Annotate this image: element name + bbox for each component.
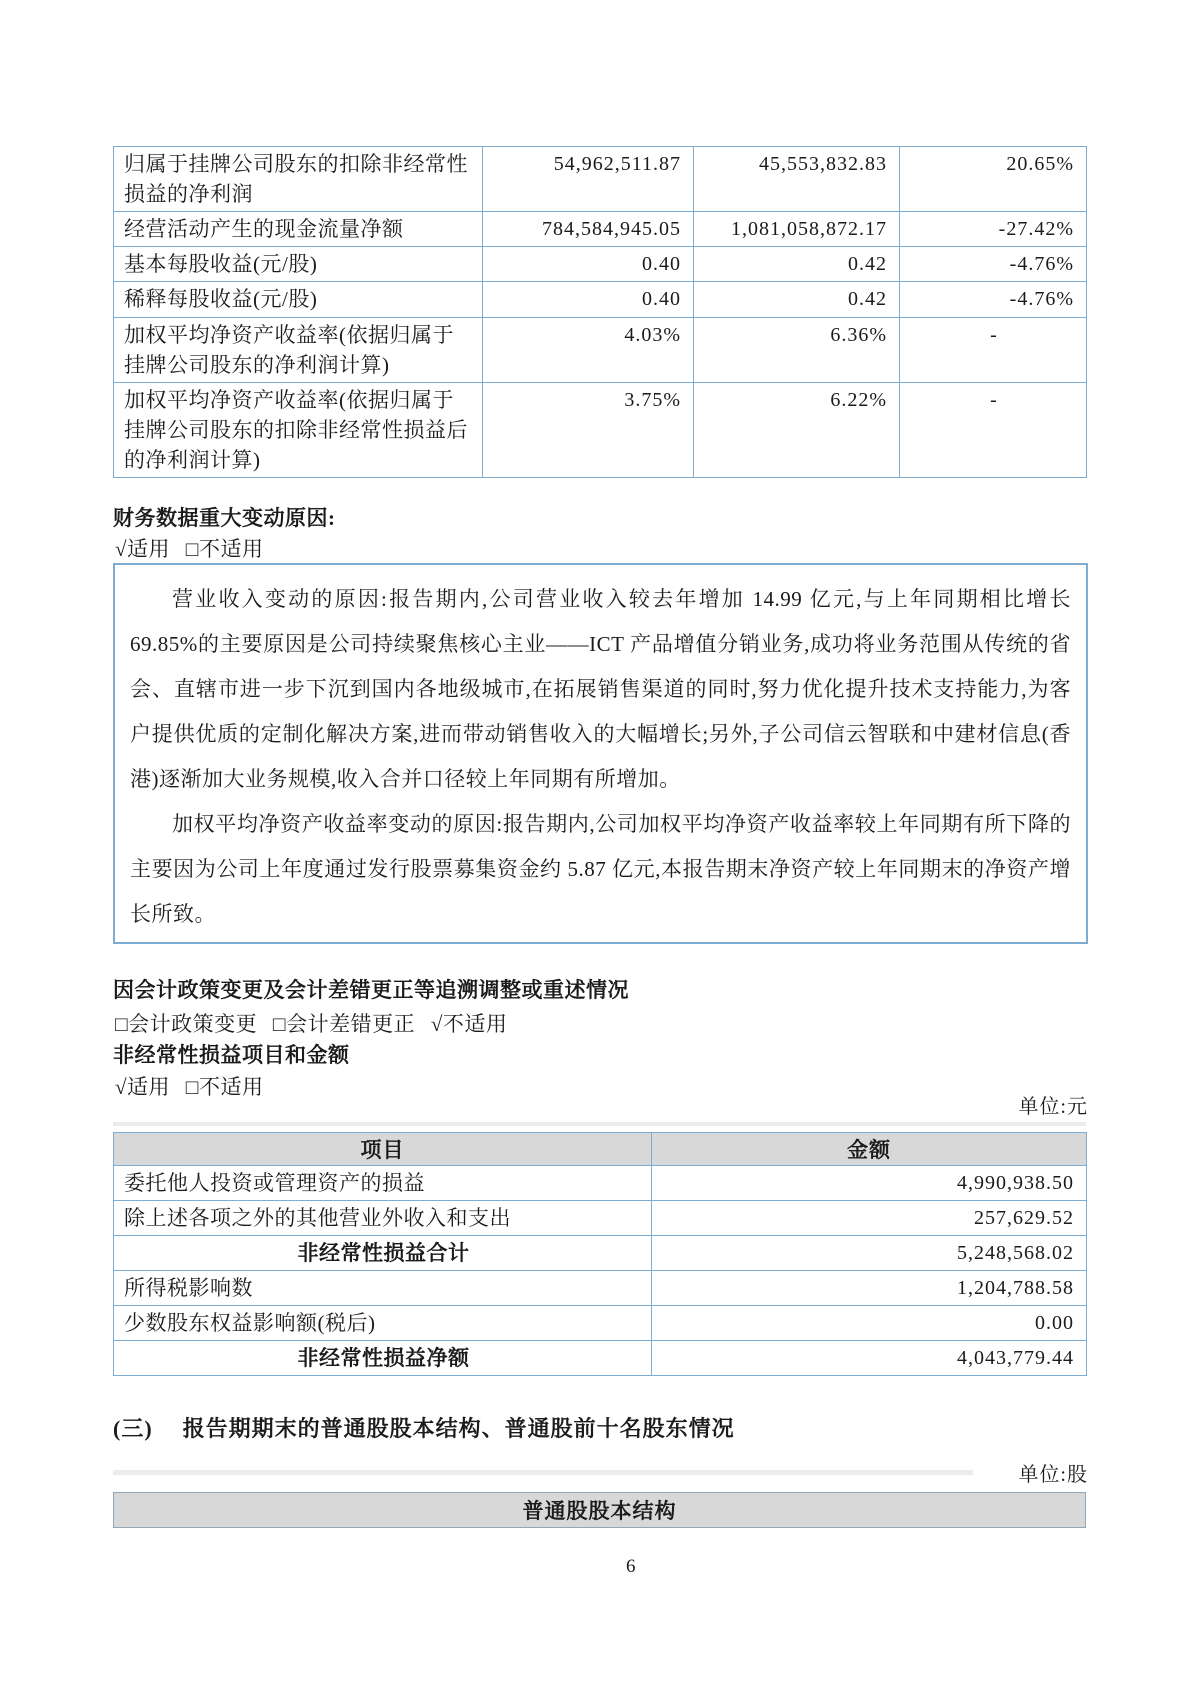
indicator-current: 54,962,511.87 [483, 147, 694, 212]
page-number: 6 [626, 1556, 636, 1577]
nonrecurring-items-table [113, 1132, 1087, 1376]
table-row [114, 1306, 1087, 1341]
indicator-current: 4.03% [483, 318, 694, 383]
section-heading-text: 报告期期末的普通股股本结构、普通股前十名股东情况 [182, 1416, 735, 1441]
share-structure-table-header [113, 1492, 1086, 1528]
applicability-line: √适用 □不适用 [115, 1075, 264, 1099]
restatement-options-line: □会计政策变更 □会计差错更正 √不适用 [115, 1012, 508, 1036]
item-amount: 5,248,568.02 [652, 1236, 1087, 1271]
item-amount: 257,629.52 [652, 1201, 1087, 1236]
section-title-restatement: 因会计政策变更及会计差错更正等追溯调整或重述情况 [113, 978, 629, 1002]
indicator-change: -4.76% [900, 282, 1087, 318]
indicator-change: -27.42% [900, 212, 1087, 247]
indicator-current: 0.40 [483, 247, 694, 282]
scan-artifact-line [113, 1122, 1086, 1126]
indicator-label: 归属于挂牌公司股东的扣除非经常性损益的净利润 [114, 147, 483, 212]
item-label: 所得税影响数 [114, 1271, 652, 1306]
reason-paragraph-revenue: 营业收入变动的原因:报告期内,公司营业收入较去年增加 14.99 亿元,与上年同期相比增长 69.85%的主要原因是公司持续聚焦核心主业——ICT 产品增值分销业务,成功将业务范围从传统的省会、直辖市进一步下沉到国内各地级城市,在拓展销售渠道的同时,努力优化提升技术支持能力,为客户提供优质的定制化解决方案,进而带动销售收入的大幅增长;另外,子公司信云智联和中建材信息(香港)逐渐加大业务规模,收入合并口径较上年同期有所增加。 [130, 587, 1071, 791]
table-row [114, 1166, 1087, 1201]
unit-label-share: 单位:股 [1018, 1464, 1088, 1486]
table-row-total [114, 1236, 1087, 1271]
table-row [114, 247, 1087, 282]
item-label: 委托他人投资或管理资产的损益 [114, 1166, 652, 1201]
scan-artifact-line [113, 1470, 973, 1475]
indicator-prior: 0.42 [694, 247, 900, 282]
table-row [114, 1201, 1087, 1236]
item-label: 少数股东权益影响额(税后) [114, 1306, 652, 1341]
table-row [114, 383, 1087, 478]
item-amount: 4,990,938.50 [652, 1166, 1087, 1201]
column-header-amount: 金额 [652, 1133, 1087, 1166]
indicator-label: 基本每股收益(元/股) [114, 247, 483, 282]
item-amount: 4,043,779.44 [652, 1341, 1087, 1376]
table-row [114, 318, 1087, 383]
indicator-current: 3.75% [483, 383, 694, 478]
table-row [114, 212, 1087, 247]
indicator-label: 加权平均净资产收益率(依据归属于挂牌公司股东的扣除非经常性损益后的净利润计算) [114, 383, 483, 478]
item-label-total: 非经常性损益合计 [114, 1236, 652, 1271]
applicability-line: √适用 □不适用 [115, 537, 264, 561]
share-structure-header-text: 普通股股本结构 [522, 1499, 677, 1523]
indicator-prior: 0.42 [694, 282, 900, 318]
table-row-total [114, 1341, 1087, 1376]
item-label-total: 非经常性损益净额 [114, 1341, 652, 1376]
indicator-change: 20.65% [900, 147, 1087, 212]
unit-label-yuan: 单位:元 [1018, 1096, 1088, 1118]
table-row [114, 147, 1087, 212]
indicator-current: 0.40 [483, 282, 694, 318]
indicator-label: 稀释每股收益(元/股) [114, 282, 483, 318]
section-number: (三) [113, 1416, 153, 1441]
item-label: 除上述各项之外的其他营业外收入和支出 [114, 1201, 652, 1236]
column-header-item: 项目 [114, 1133, 652, 1166]
reason-paragraph-roe: 加权平均净资产收益率变动的原因:报告期内,公司加权平均净资产收益率较上年同期有所下降的主要因为公司上年度通过发行股票募集资金约 5.87 亿元,本报告期末净资产较上年同期末的净资产增长所致。 [130, 812, 1071, 926]
section-title-change-reason: 财务数据重大变动原因: [113, 506, 336, 530]
indicator-current: 784,584,945.05 [483, 212, 694, 247]
indicator-prior: 6.22% [694, 383, 900, 478]
indicator-change: -4.76% [900, 247, 1087, 282]
indicator-label: 经营活动产生的现金流量净额 [114, 212, 483, 247]
item-amount: 1,204,788.58 [652, 1271, 1087, 1306]
indicator-change: - [900, 383, 1087, 478]
section-heading-share-structure [113, 1414, 735, 1444]
change-reason-box [113, 563, 1088, 944]
indicator-prior: 45,553,832.83 [694, 147, 900, 212]
table-row [114, 282, 1087, 318]
financial-indicators-table [113, 146, 1087, 478]
section-title-nonrecurring: 非经常性损益项目和金额 [113, 1043, 350, 1067]
indicator-prior: 6.36% [694, 318, 900, 383]
indicator-change: - [900, 318, 1087, 383]
table-row [114, 1271, 1087, 1306]
table-header-row [114, 1133, 1087, 1166]
indicator-label: 加权平均净资产收益率(依据归属于挂牌公司股东的净利润计算) [114, 318, 483, 383]
item-amount: 0.00 [652, 1306, 1087, 1341]
indicator-prior: 1,081,058,872.17 [694, 212, 900, 247]
